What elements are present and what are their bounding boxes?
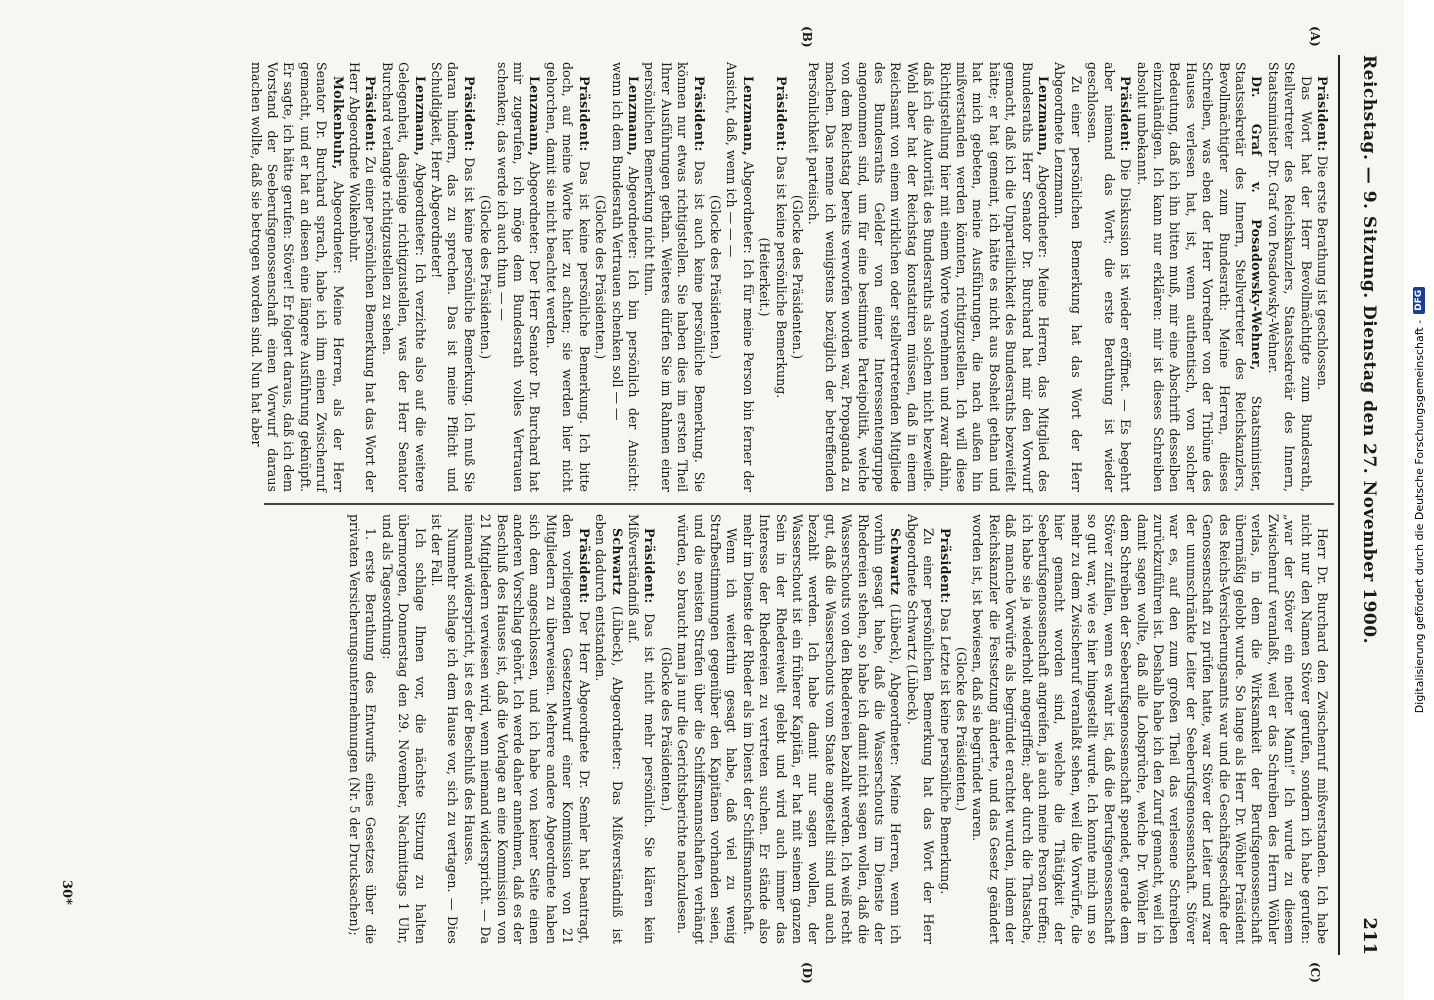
margin-mark-d: (D) bbox=[800, 962, 814, 984]
stage-direction: (Glocke des Präsidenten.) bbox=[593, 194, 609, 360]
speaker-name: Präsident: bbox=[642, 528, 658, 604]
paragraph bbox=[428, 62, 477, 492]
credit-line bbox=[1404, 0, 1434, 1000]
paragraph-text: Zu einer persönlichen Bemerkung hat das Wort der Herr Abgeordnete Wolkenbuhr. bbox=[347, 62, 379, 492]
speaker-name: Präsident: bbox=[937, 528, 953, 604]
paragraph-text: Die erste Berathung ist geschlossen. bbox=[1315, 151, 1330, 391]
speaker-name: Präsident: bbox=[1315, 76, 1330, 152]
paragraph-text: Abgeordneter: Ich verzichte also auf die weitere Gelegenheit, dasjenige richtigzustellen, was der Herr Senator Burchard verlangte richtigzustellen zu sehen. bbox=[379, 62, 428, 492]
paragraph bbox=[543, 62, 592, 492]
paragraph bbox=[346, 62, 379, 492]
speaker-name: Schwartz bbox=[888, 528, 904, 595]
stage-direction: (Glocke des Präsidenten.) bbox=[707, 194, 723, 360]
paragraph-text: Das ist auch keine persönliche Bemerkung. Sie können nur etwas richtigstellen. Sie haben dies im ersten Theil Ihrer Ausführungen gethan. Weiteres dürfen Sie im Rahmen einer persönlichen Bemerkung nicht thun. bbox=[642, 62, 707, 492]
right-column bbox=[346, 514, 1330, 944]
column-divider bbox=[264, 503, 1334, 505]
paragraph bbox=[346, 514, 379, 944]
paragraph bbox=[1051, 62, 1084, 492]
paragraph bbox=[608, 62, 641, 492]
paragraph-text: Wenn ich weiterhin gesagt habe, daß viel zu wenig Strafbestimmungen gegenüber den Kapitänen vorhanden seien, und die meisten Strafen über die Schiffsmannschaften verhängt würden, so braucht man ja nur die Gerichtsberichte nachzulesen. bbox=[675, 514, 740, 944]
margin-mark-c: (C) bbox=[1308, 962, 1322, 983]
speaker-name: Präsident: bbox=[363, 76, 379, 152]
paragraph bbox=[1314, 62, 1330, 492]
paragraph-text: Abgeordneter: Meine Herren, als der Herr Senator Dr. Burchard sprach, habe ich ihm einen Zwischenruf gemacht, und er hat an diesen eine längere Ausführung geknüpft. Er sagte, ich hätte gerufen: Stöver! Er folgert daraus, daß ich dem Vorstand der Seeberufsgenossenschaft einen Vorwurf daraus machen wollte, daß sie betrogen worden sind. Nun hat aber bbox=[248, 62, 346, 492]
margin-mark-b: (B) bbox=[800, 26, 814, 48]
paragraph bbox=[805, 62, 1051, 492]
signature-mark: 30* bbox=[59, 880, 74, 905]
paragraph bbox=[1264, 62, 1313, 492]
speaker-name: Präsident: bbox=[1118, 76, 1134, 152]
paragraph-text: Nunmehr schlage ich dem Hause vor, sich zu vertagen. — Dies ist der Fall. bbox=[429, 514, 461, 944]
paragraph bbox=[641, 62, 707, 492]
stage-direction: (Glocke des Präsidenten.) bbox=[954, 646, 970, 812]
margin-mark-a: (A) bbox=[1308, 26, 1322, 47]
stage-direction: (Glocke des Präsidenten.) bbox=[658, 646, 674, 812]
paragraph bbox=[903, 514, 936, 944]
paragraph-text: Die Diskussion ist wieder eröffnet. — Es begehrt aber niemand das Wort; die erste Berathung ist wieder geschlossen. bbox=[1085, 62, 1134, 492]
speaker-name: Lenzmann, bbox=[1036, 76, 1052, 157]
running-header bbox=[1340, 55, 1380, 955]
paragraph-text: Herr Dr. Burchard den Zwischenruf mißverstanden. Ich habe nicht nur den Namen Stöver gerufen, sondern ich habe gerufen: „war der Stöver ein netter Mann!“ Ich wurde zu diesem Zwischenruf veranlaßt, weil er das Schreiben des Herrn Wöhler verlas, in dem die Wirksamkeit der Berufsgenossenschaft übermäßig gelobt wurde. So lange als Herr Dr. Wöhler Präsident des Reichs-Versicherungsamts war und die Geschäftsgeschäfte der Genossenschaft zu prüfen hatte, war Stöver der Leiter und zwar der unumschränkte Leiter der Seeberufsgenossenschaft. Stöver war es, auf den zum großen Theil das verlesene Schreiben zurückzuführen ist. Deshalb habe ich den Zuruf gemacht, weil ich damit sagen wollte, daß alle Lobsprüche, welche Dr. Wöhler in dem Schreiben der Seeberufsgenossenschaft spendet, gerade dem Stöver zufallen, wenn es wahr ist, daß die Berufsgenossenschaft so gut war, wie es hier hingestellt wurde. Ich konnte mich um so mehr zu dem Zwischenruf veranlaßt sehen, weil die Vorwürfe, die hier gemacht worden sind, welche die Thätigkeit der Seeberufsgenossenschaft angreifen, ja auch meine Person treffen; ich habe sie ja wiederholt angegriffen; aber durch die Thatsache, daß manche Vorwürfe als begründet erachtet wurden, indem der Reichskanzler die Festsetzung änderte, und das Gesetz geändert worden ist, ist bewiesen, daß sie begründet waren. bbox=[970, 514, 1330, 944]
dfg-logo-icon: DFG bbox=[1413, 287, 1425, 314]
paragraph-text: Das Wort hat der Herr Bevollmächtigte zum Bundesrath, Stellvertreter des Reichskanzlers, Staatssekretär des Innern, Staatsminister Dr. Graf von Posadowsky-Wehner. bbox=[1265, 62, 1314, 492]
speaker-name: Schwartz bbox=[609, 528, 625, 595]
speaker-name: Lenzmann, bbox=[625, 76, 641, 157]
paragraph-text: Das ist keine persönliche Bemerkung. Ich muß Sie daran hindern, das zu sprechen. Das ist meine Pflicht und Schuldigkeit, Herr Abgeordneter! bbox=[429, 62, 477, 492]
paragraph-text: Ich schlage Ihnen vor, die nächste Sitzung zu halten übermorgen, Donnerstag den 29. November, Nachmittags 1 Uhr, und als Tagesordnung: bbox=[379, 514, 428, 944]
paragraph-text: 1. erste Berathung des Entwurfs eines Gesetzes über die privaten Versicherungsunternehmungen (Nr. 5 der Drucksachen); bbox=[347, 514, 379, 944]
paragraph bbox=[378, 514, 427, 944]
paragraph-text: Zu einer persönlichen Bemerkung hat das Wort der Herr Abgeordnete Schwartz (Lübeck). bbox=[904, 514, 937, 944]
left-column bbox=[247, 62, 1330, 492]
speaker-name: Präsident: bbox=[691, 76, 707, 152]
speaker-name: Dr. Graf v. Posadowsky-Wehner, bbox=[1249, 76, 1265, 371]
paragraph-text: Abgeordneter: Ich bin persönlich der Ansicht: wenn ich dem Bundesrath Vertrauen schenken soll — — bbox=[609, 62, 641, 492]
paragraph-text: Das Letzte ist keine persönliche Bemerkung. bbox=[937, 603, 953, 895]
paragraph bbox=[772, 62, 788, 492]
paragraph-text: Staatsminister, Staatssekretär des Innern, Stellvertreter des Reichskanzlers, Bevollmächtigter zum Bundesrath: Meine Herren, dieses Schreiben, was eben der Herr Vorredner von der Tribüne des Hauses verlesen hat, ist, wenn authentisch, von solcher Bedeutung, daß ich ihn bitten muß, mir eine Abschrift desselben einzuhändigen. Ich kann nur erklären: mir ist dieses Schreiben absolut unbekannt. bbox=[1134, 62, 1265, 492]
paragraph-text: Abgeordneter: Meine Herren, das Mitglied des Bundesraths Herr Senator Dr. Burchard hat mir den Vorwurf gemacht, daß ich die Unparteilichkeit des Bundesraths bezweifelt hätte; er hat gemeint, ich hätte es nicht aus Bosheit gethan und hat mich gebeten, meine Ausführungen, die nach außen hin mißverstanden werden könnten, richtigzustellen. Ich will diese Richtigstellung hier mit einem Worte vornehmen und zwar dahin, daß ich die Autorität des Bundesraths als solchen nicht bezweifle. Wohl aber hat der Reichstag konstatiren müssen, daß in einem Reichsamt von einem wirklichen oder stellvertretenden Mitgliede des Bundesraths Gelder von einer Interessentengruppe angenommen sind, um für eine bestimmte Parteipolitik, welche von dem Reichstag bereits verworfen worden war, Propaganda zu machen. Das nenne ich wenigstens bezüglich der betreffenden Persönlichkeit parteiisch. bbox=[806, 62, 1052, 492]
paragraph-text: Das ist keine persönliche Bemerkung. bbox=[773, 151, 789, 399]
paragraph bbox=[428, 514, 461, 944]
paragraph bbox=[247, 62, 345, 492]
speaker-name: Lenzmann, bbox=[527, 76, 543, 157]
stage-direction: (Glocke des Präsidenten.) bbox=[478, 194, 494, 360]
paragraph-text: Das ist nicht mehr persönlich. Sie klären kein Mißverständniß auf. bbox=[625, 514, 658, 944]
paragraph-text: Das ist keine persönliche Bemerkung. Ich bitte doch, auf meine Worte hier zu achten; sie werden hier nicht gehorchen, damit sie nicht beachtet werden. bbox=[543, 62, 592, 492]
speaker-name: Lenzmann, bbox=[412, 76, 428, 157]
paragraph bbox=[739, 514, 903, 944]
paragraph-text: (Lübeck), Abgeordneter: Das Mißverständniß ist eben dadurch entstanden. bbox=[593, 514, 625, 944]
paragraph bbox=[493, 62, 542, 492]
credit-text: Digitalisierung gefördert durch die Deutsche Forschungsgemeinschaft - bbox=[1412, 319, 1426, 714]
speaker-name: Lenzmann, bbox=[740, 76, 756, 157]
paragraph-text: Der Herr Abgeordnete Dr. Semler hat beantragt, den vorliegenden Gesetzentwurf einer Kommission von 21 Mitgliedern zu überweisen. Mehrere andere Abgeordnete haben sich dem angeschlossen, und ich habe von keiner Seite einen anderen Vorschlag gehört. Ich werde daher annehmen, daß es der Beschluß des Hauses ist, daß die Vorlage an eine Kommission von 21 Mitgliedern verwiesen wird, wenn niemand widerspricht. — Da niemand widerspricht, ist es der Beschluß des Hauses. bbox=[461, 514, 592, 944]
speaker-name: Molkenbuhr, bbox=[330, 76, 346, 170]
paragraph-text: Zu einer persönlichen Bemerkung hat das Wort der Herr Abgeordnete Lenzmann. bbox=[1052, 62, 1084, 492]
paragraph bbox=[723, 62, 756, 492]
paragraph-text: (Lübeck), Abgeordneter: Meine Herren, wenn ich vorhin gesagt habe, daß die Wasserschouts im Dienste der Rhedereien stehen, so habe ich damit nicht sagen wollen, daß die Wasserschouts von den Rhedereien bezahlt werden. Ich weiß recht gut, daß die Wasserschouts vom Staate angestellt sind und auch bezahlt werden. Ich habe damit nur sagen wollen, der Wasserschout ist ein früherer Kapitän, er hat mit seinem ganzen Sein in der Rhedereiwelt gelebt und wird auch immer das Interesse der Rhedereien zu vertreten suchen. Er stände also mehr im Dienste der Rheder als im Dienst der Schiffsmannschaft. bbox=[740, 514, 904, 944]
paragraph bbox=[1084, 62, 1133, 492]
paragraph bbox=[625, 514, 658, 944]
speaker-name: Präsident: bbox=[773, 76, 789, 152]
paragraph bbox=[460, 514, 591, 944]
paragraph-text: Abgeordneter: Der Herr Senator Dr. Burchard hat mir zugerufen, ich möge dem Bundesrath volles Vertrauen schenken; das werde ich auch thun — — bbox=[494, 62, 543, 492]
paragraph bbox=[969, 514, 1330, 944]
paragraph bbox=[378, 62, 427, 492]
credit-strip bbox=[1404, 0, 1434, 1000]
paragraph bbox=[936, 514, 952, 944]
stage-direction: (Glocke des Präsidenten.) bbox=[790, 194, 805, 360]
page-number: 211 bbox=[1359, 917, 1380, 955]
header-rule bbox=[1338, 55, 1340, 955]
stage-direction: (Heiterkeit.) bbox=[757, 237, 773, 317]
speaker-name: Präsident: bbox=[576, 76, 592, 152]
paragraph-text: Abgeordneter: Ich für meine Person bin ferner der Ansicht, daß, wenn ich — — — bbox=[724, 62, 756, 492]
paragraph bbox=[674, 514, 740, 944]
paragraph bbox=[1133, 62, 1264, 492]
speaker-name: Präsident: bbox=[576, 528, 592, 604]
speaker-name: Präsident: bbox=[461, 76, 477, 152]
paragraph bbox=[592, 514, 625, 944]
header-title: Reichstag. — 9. Sitzung. Dienstag den 27. November 1900. bbox=[1359, 55, 1379, 645]
